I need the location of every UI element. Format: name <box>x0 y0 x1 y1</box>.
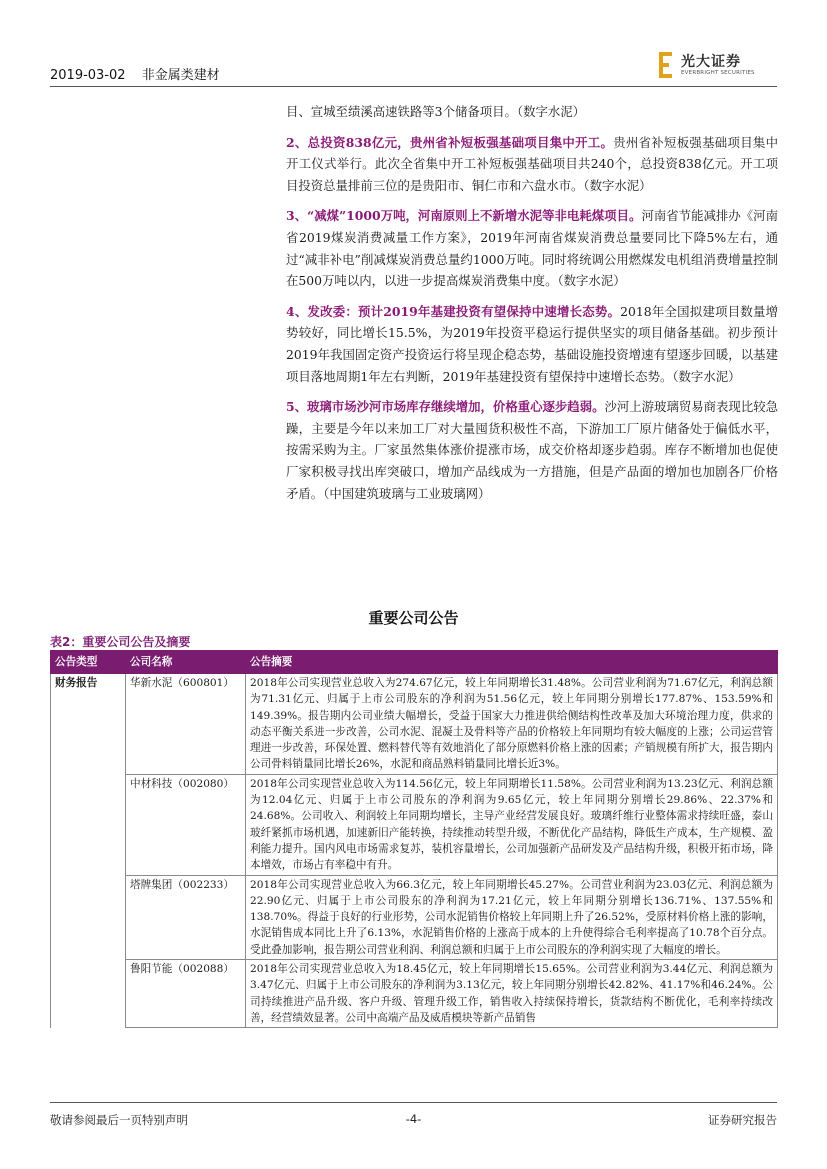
news-headline: 3、“减煤”1000万吨，河南原则上不新增水泥等非电耗煤项目。 <box>286 208 642 224</box>
table-row <box>51 960 778 1028</box>
table-row <box>51 674 778 775</box>
logo-text-en: EVERBRIGHT SECURITIES <box>681 70 755 76</box>
news-text: 目、宣城至绩溪高速铁路等3个储备项目。（数字水泥） <box>286 104 586 119</box>
news-item <box>286 205 778 291</box>
announcement-type <box>51 875 126 959</box>
news-item <box>286 301 778 387</box>
table-row <box>51 875 778 959</box>
announcement-type <box>51 960 126 1028</box>
company-name: 塔牌集团（002233） <box>126 875 246 959</box>
report-header <box>50 64 220 83</box>
announcement-type: 财务报告 <box>51 674 126 775</box>
section-title: 重要公司公告 <box>368 609 459 627</box>
logo-mark-icon <box>659 52 673 78</box>
announcement-summary: 2018年公司实现营业总收入为18.45亿元，较上年同期增长15.65%。公司营业利润为3.44亿元、利润总额为3.47亿元、归属于上市公司股东的净利润为3.13亿元，较上年同期分别增长42.82%、41.17%和46.24%。公司持续推进产品升级、客户升级、管理升级工作，销售收入持续保持增长，货款结构不断优化，毛利率持续改善，经营绩效显著。公司中高端产品及威盾模块等新产品销售 <box>246 960 778 1028</box>
news-text: 河南省节能减排办《河南省2019煤炭消费减量工作方案》，2019年河南省煤炭消费总量要同比下降5%左右，通过“减非补电”削减煤炭消费总量约1000万吨。同时将统调公用燃煤发电机组消费增量控制在500万吨以内，以进一步提高煤炭消费集中度。（数字水泥） <box>286 208 778 289</box>
announcement-type <box>51 774 126 875</box>
footer-divider <box>50 1102 777 1103</box>
news-text: 贵州省补短板强基础项目集中开工仪式举行。此次全省集中开工补短板强基础项目共240个，总投资838亿元。开工项目投资总量排前三位的是贵阳市、铜仁市和六盘水市。（数字水泥） <box>286 134 778 193</box>
report-date: 2019-03-02 <box>50 68 126 83</box>
footer-disclaimer: 敬请参阅最后一页特别声明 <box>50 1113 188 1127</box>
table-row <box>51 774 778 875</box>
report-category: 非金属类建材 <box>141 68 220 83</box>
table-header-row <box>51 651 778 674</box>
news-headline: 2、总投资838亿元，贵州省补短板强基础项目集中开工。 <box>286 134 614 150</box>
announcement-summary: 2018年公司实现营业总收入为114.56亿元，较上年同期增长11.58%。公司营业利润为13.23亿元、利润总额为12.04亿元、归属于上市公司股东的净利润为9.65亿元，较上年同期分别增长29.86%、22.37%和24.68%。公司收入、利润较上年同期均增长，主导产业经营发展良好。玻璃纤维行业整体需求持续旺盛，泰山玻纤紧抓市场机遇，加速新旧产能转换，持续推动转型升级，不断优化产品结构，降低生产成本，生产规模、盈利能力提升。国内风电市场需求复苏，装机容量增长，公司加强新产品研发及产品结构升级，积极开拓市场，降本增效，市场占有率稳中有升。 <box>246 774 778 875</box>
news-item <box>286 101 778 123</box>
brokerage-logo <box>659 52 771 82</box>
news-item <box>286 132 778 197</box>
company-name: 华新水泥（600801） <box>126 674 246 775</box>
table-caption: 表2：重要公司公告及摘要 <box>50 635 191 649</box>
logo-text-cn: 光大证券 <box>681 54 741 70</box>
announcement-summary: 2018年公司实现营业总收入为274.67亿元，较上年同期增长31.48%。公司营业利润为71.67亿元，利润总额为71.31亿元、归属于上市公司股东的净利润为51.56亿元，较上年同期分别增长177.87%、153.59%和149.39%。报告期内公司业绩大幅增长，受益于国家大力推进供给侧结构性改革及加大环境治理力度，供求的动态平衡关系进一步改善，公司水泥、混凝土及骨料等产品的价格较上年同期均有较大幅度的上涨；公司运营管理进一步改善，环保处置、燃料替代等有效地消化了部分原燃料价格上涨的因素；产销规模有所扩大，报告期内公司骨料销量同比增长26%，水泥和商品熟料销量同比增长近3%。 <box>246 674 778 775</box>
header-type: 公告类型 <box>51 651 126 674</box>
news-text: 2018年全国拟建项目数量增势较好，同比增长15.5%，为2019年投资平稳运行提供坚实的项目储备基础。初步预计2019年我国固定资产投资运行将呈现企稳态势，基础设施投资增速有望逐步回暖，以基建项目落地周期1年左右判断，2019年基建投资有望保持中速增长态势。（数字水泥） <box>286 303 778 384</box>
page-number: -4- <box>405 1112 422 1126</box>
announcement-summary: 2018年公司实现营业总收入为66.3亿元，较上年同期增长45.27%。公司营业利润为23.03亿元、利润总额为22.90亿元、归属于上市公司股东的净利润为17.21亿元，较上年同期分别增长136.71%、137.55%和138.70%。得益于良好的行业形势，公司水泥销售价格较上年同期上升了26.52%，受原材料价格上涨的影响，水泥销售成本同比上升了6.13%，水泥销售价格的上涨高于成本的上升使得综合毛利率提高了10.78个百分点。受此叠加影响，报告期公司营业利润、利润总额和归属于上市公司股东的净利润实现了大幅度的增长。 <box>246 875 778 959</box>
news-text: 沙河上游玻璃贸易商表现比较急躁，主要是今年以来加工厂对大量囤货积极性不高，下游加工厂原片储备处于偏低水平，按需采购为主。厂家虽然集体涨价提涨市场，成交价格却逐步趋弱。库存不断增加也促使厂家积极寻找出库突破口，增加产品线成为一方措施，但是产品面的增加也加剧各厂价格矛盾。（中国建筑玻璃与工业玻璃网） <box>286 399 778 501</box>
company-name: 中材科技（002080） <box>126 774 246 875</box>
company-name: 鲁阳节能（002088） <box>126 960 246 1028</box>
industry-news <box>286 101 778 513</box>
header-divider <box>50 86 777 87</box>
header-summary: 公告摘要 <box>246 651 778 674</box>
footer-report-type: 证券研究报告 <box>708 1113 777 1127</box>
news-headline: 4、发改委：预计2019年基建投资有望保持中速增长态势。 <box>286 303 621 319</box>
news-item <box>286 396 778 504</box>
news-headline: 5、玻璃市场沙河市场库存继续增加，价格重心逐步趋弱。 <box>286 399 605 415</box>
header-company: 公司名称 <box>126 651 246 674</box>
announcement-table <box>50 650 778 1028</box>
